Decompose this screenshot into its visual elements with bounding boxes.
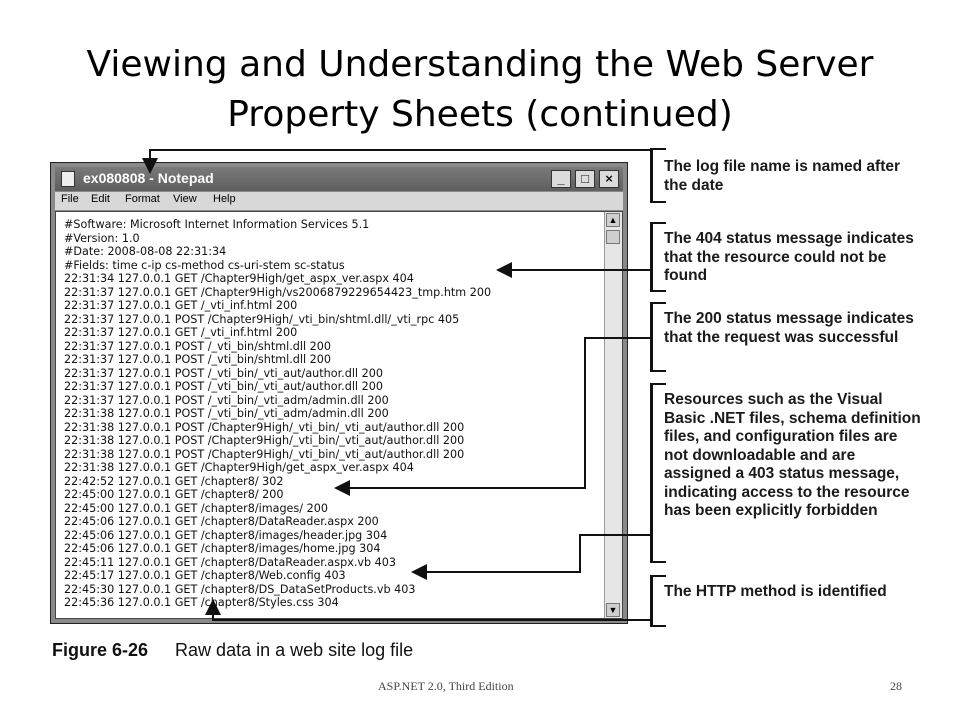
log-line: 22:31:37 127.0.0.1 POST /_vti_bin/_vti_aut/author.dll 200 <box>64 380 383 393</box>
close-button[interactable]: × <box>599 170 619 188</box>
log-line: 22:45:00 127.0.0.1 GET /chapter8/images/ 200 <box>64 501 328 515</box>
log-line: 22:31:38 127.0.0.1 POST /_vti_bin/_vti_adm/admin.dll 200 <box>64 407 389 420</box>
callout-404: The 404 status message indicates that the resource could not be found <box>664 230 914 284</box>
log-line: 22:31:37 127.0.0.1 GET /_vti_inf.html 200 <box>64 299 298 312</box>
scroll-down-icon[interactable]: ▼ <box>606 603 620 617</box>
log-line: #Fields: time c-ip cs-method cs-uri-stem sc-status <box>64 258 345 272</box>
leader-line-403 <box>415 535 650 572</box>
callout-403: Resources such as the Visual Basic .NET files, schema definition files, and configuration files are not downloadable and are assigned a 403 status message, indicating access to the resource has been explicitly forbidden <box>664 391 921 519</box>
log-line: 22:45:36 127.0.0.1 GET /chapter8/Styles.css 304 <box>64 596 339 609</box>
log-line: 22:31:37 127.0.0.1 POST /_vti_bin/_vti_adm/admin.dll 200 <box>64 393 389 407</box>
scroll-up-icon[interactable]: ▲ <box>606 213 620 227</box>
log-line: 22:31:38 127.0.0.1 GET /Chapter9High/get_aspx_ver.aspx 404 <box>64 461 414 474</box>
menu-format[interactable]: Format <box>125 193 160 205</box>
page-number: 28 <box>890 679 902 693</box>
leader-line-filename <box>150 150 650 170</box>
log-line: #Date: 2008-08-08 22:31:34 <box>64 245 227 258</box>
log-line: 22:31:37 127.0.0.1 POST /_vti_bin/shtml.dll 200 <box>64 339 332 353</box>
log-line: 22:31:38 127.0.0.1 POST /Chapter9High/_vti_bin/_vti_aut/author.dll 200 <box>64 434 465 447</box>
log-line: 22:45:06 127.0.0.1 GET /chapter8/images/header.jpg 304 <box>64 528 388 542</box>
figure-caption-text: Raw data in a web site log file <box>175 640 414 660</box>
log-line: 22:31:37 127.0.0.1 GET /_vti_inf.html 200 <box>64 326 298 339</box>
log-line: 22:31:37 127.0.0.1 GET /Chapter9High/vs2006879229654423_tmp.htm 200 <box>64 285 492 299</box>
log-line: 22:31:37 127.0.0.1 POST /_vti_bin/shtml.dll 200 <box>64 353 332 366</box>
leader-line-method <box>213 603 650 620</box>
minimize-button[interactable]: _ <box>551 170 571 188</box>
log-line: 22:31:37 127.0.0.1 POST /Chapter9High/_vti_bin/shtml.dll/_vti_rpc 405 <box>64 312 460 326</box>
log-line: 22:45:06 127.0.0.1 GET /chapter8/DataReader.aspx 200 <box>64 515 379 528</box>
menu-view[interactable]: View <box>173 193 197 205</box>
menu-file[interactable]: File <box>61 193 79 205</box>
notepad-title: ex080808 - Notepad <box>83 170 214 186</box>
log-line: 22:45:11 127.0.0.1 GET /chapter8/DataReader.aspx.vb 403 <box>64 555 397 569</box>
maximize-button[interactable]: □ <box>575 170 595 188</box>
callout-http-method: The HTTP method is identified <box>664 583 887 600</box>
callout-log-file-name: The log file name is named after the date <box>664 158 901 194</box>
log-line: 22:31:38 127.0.0.1 POST /Chapter9High/_vti_bin/_vti_aut/author.dll 200 <box>64 447 465 461</box>
leader-line-200 <box>338 338 650 488</box>
figure-number: Figure 6-26 <box>52 640 149 660</box>
log-line: 22:45:06 127.0.0.1 GET /chapter8/images/home.jpg 304 <box>64 542 381 555</box>
log-line: 22:45:00 127.0.0.1 GET /chapter8/ 200 <box>64 488 284 501</box>
menu-help[interactable]: Help <box>213 193 236 205</box>
log-line: #Software: Microsoft Internet Information Services 5.1 <box>64 218 370 231</box>
log-line: 22:31:38 127.0.0.1 POST /Chapter9High/_vti_bin/_vti_aut/author.dll 200 <box>64 420 465 434</box>
callout-200: The 200 status message indicates that the request was successful <box>664 310 914 346</box>
menu-edit[interactable]: Edit <box>91 193 110 205</box>
log-line: 22:45:30 127.0.0.1 GET /chapter8/DS_DataSetProducts.vb 403 <box>64 582 416 596</box>
log-line: 22:31:34 127.0.0.1 GET /Chapter9High/get_aspx_ver.aspx 404 <box>64 272 414 285</box>
log-line: 22:45:17 127.0.0.1 GET /chapter8/Web.config 403 <box>64 569 346 582</box>
figure-caption <box>52 640 413 661</box>
slide-title: Viewing and Understanding the Web Server Property Sheets (continued) <box>86 44 874 135</box>
log-line: 22:42:52 127.0.0.1 GET /chapter8/ 302 <box>64 474 284 488</box>
log-line: #Version: 1.0 <box>64 231 140 245</box>
log-line: 22:31:37 127.0.0.1 POST /_vti_bin/_vti_aut/author.dll 200 <box>64 366 383 380</box>
footer-text: ASP.NET 2.0, Third Edition <box>378 679 514 693</box>
